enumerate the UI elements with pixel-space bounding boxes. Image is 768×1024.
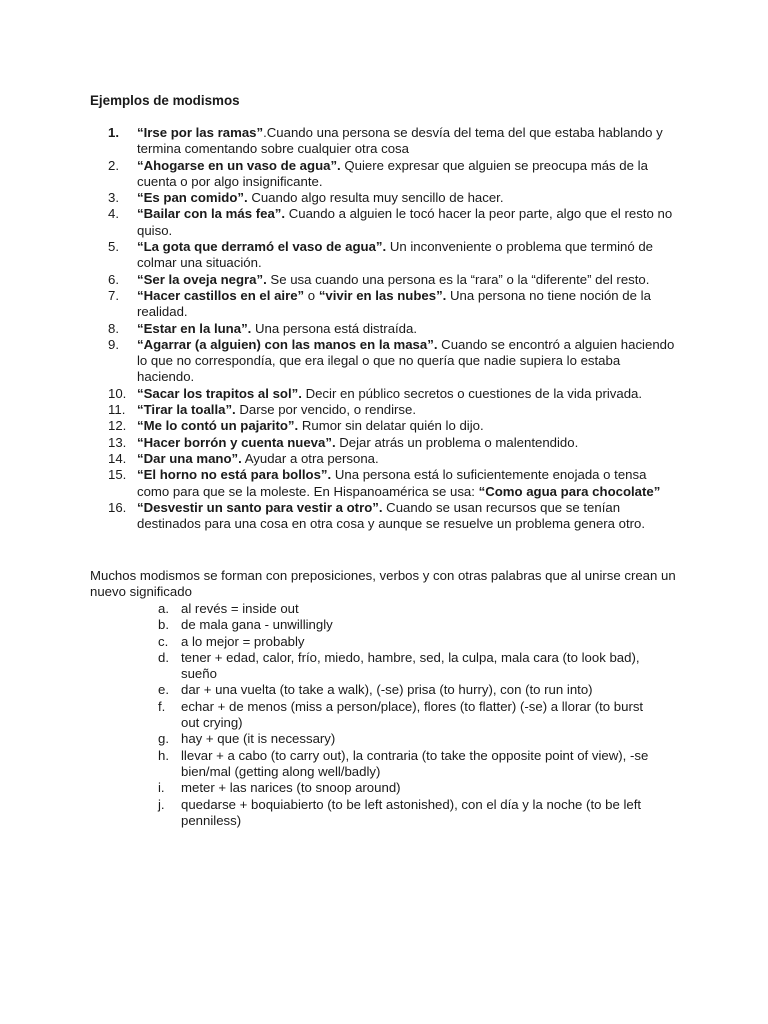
idiom-phrase: “Ser la oveja negra”. xyxy=(137,271,267,287)
idiom-item xyxy=(0,288,677,321)
idiom-phrase: “Bailar con la más fea”. xyxy=(137,206,286,222)
item-number: 1. xyxy=(108,125,119,140)
item-number: 3. xyxy=(108,190,119,206)
idiom-meaning: Rumor sin delatar quién lo dijo. xyxy=(298,418,484,434)
list-item xyxy=(0,748,651,781)
idiom-meaning: Se usa cuando una persona es la “rara” o la “diferente” del resto. xyxy=(266,271,650,287)
idiom-item xyxy=(0,402,677,418)
idiom-phrase: “Hacer borrón y cuenta nueva”. xyxy=(137,434,336,450)
idiom-item xyxy=(0,321,677,337)
idiom-phrase: “Irse por las ramas” xyxy=(137,125,264,140)
item-text: quedarse + boquiabierto (to be left astonished), con el día y la noche (to be left penniless) xyxy=(181,796,642,828)
idiom-connector: o xyxy=(304,287,319,303)
idiom-phrase: “Es pan comido”. xyxy=(137,190,248,206)
idiom-list xyxy=(0,125,768,532)
idiom-phrase: “Me lo contó un pajarito”. xyxy=(137,418,299,434)
idiom-item xyxy=(0,435,677,451)
idiom-item xyxy=(0,206,677,239)
item-number: 5. xyxy=(108,239,119,255)
idiom-meaning: Cuando a alguien le tocó hacer la peor parte, algo que el resto no quiso. xyxy=(137,206,673,238)
item-letter: e. xyxy=(158,682,169,698)
list-item xyxy=(0,682,651,698)
idiom-phrase-alt: “Como agua para chocolate” xyxy=(478,483,661,499)
item-text: al revés = inside out xyxy=(181,601,299,616)
idiom-item xyxy=(0,190,677,206)
item-letter: f. xyxy=(158,698,166,714)
idiom-item xyxy=(0,239,677,272)
idiom-phrase: “La gota que derramó el vaso de agua”. xyxy=(137,239,387,255)
item-letter: i. xyxy=(158,780,165,796)
item-number: 2. xyxy=(108,157,119,173)
idiom-phrase: “Tirar la toalla”. xyxy=(137,402,236,418)
idiom-meaning: Cuando se encontró a alguien haciendo lo que no correspondía, que era ilegal o que no quería que nadie supiera lo estaba haciendo. xyxy=(137,336,675,385)
idiom-meaning: Dejar atrás un problema o malentendido. xyxy=(335,434,579,450)
item-text: echar + de menos (miss a person/place), flores (to flatter) (-se) a llorar (to burst out crying) xyxy=(181,698,644,731)
idiom-item xyxy=(0,158,677,191)
list-item xyxy=(0,699,651,732)
item-number: 6. xyxy=(108,271,119,287)
list-item xyxy=(0,634,651,650)
idiom-meaning: Decir en público secretos o cuestiones de la vida privada. xyxy=(301,385,643,401)
idiom-meaning: Una persona está lo suficientemente enojada o tensa como para que se la moleste. En Hispanoamérica se usa: xyxy=(137,467,647,499)
idiom-item xyxy=(0,500,677,533)
item-letter: d. xyxy=(158,649,169,665)
idiom-item xyxy=(0,451,677,467)
list-item xyxy=(0,601,651,617)
idiom-phrase: “Agarrar (a alguien) con las manos en la masa”. xyxy=(137,336,438,352)
item-text: de mala gana - unwillingly xyxy=(181,617,333,633)
item-number: 11. xyxy=(108,402,126,418)
document-title: Ejemplos de modismos xyxy=(90,93,240,108)
item-number: 9. xyxy=(108,336,119,352)
item-text: hay + que (it is necessary) xyxy=(181,731,336,747)
list-item xyxy=(0,617,651,633)
idiom-item xyxy=(0,125,677,158)
idiom-meaning: Una persona no tiene noción de la realidad. xyxy=(137,287,651,320)
item-text: tener + edad, calor, frío, miedo, hambre, sed, la culpa, mala cara (to look bad), sueño xyxy=(181,649,640,682)
idiom-phrase: “Desvestir un santo para vestir a otro”. xyxy=(137,499,383,515)
item-number: 15. xyxy=(108,467,127,483)
idiom-item xyxy=(0,337,677,386)
item-number: 14. xyxy=(108,450,127,466)
idiom-phrase: “El horno no está para bollos”. xyxy=(137,467,332,483)
item-text: llevar + a cabo (to carry out), la contraria (to take the opposite point of view), -se bien/mal (getting along well/badly) xyxy=(181,747,649,779)
idiom-phrase: “Dar una mano”. xyxy=(137,450,242,466)
list-item xyxy=(0,780,651,796)
idiom-phrase-alt: “vivir en las nubes”. xyxy=(318,287,447,303)
idiom-phrase: “Ahogarse en un vaso de agua”. xyxy=(137,157,341,173)
item-letter: h. xyxy=(158,747,169,763)
idiom-item xyxy=(0,418,677,434)
idiom-item xyxy=(0,386,677,402)
item-number: 4. xyxy=(108,206,119,222)
list-item xyxy=(0,650,651,683)
item-number: 8. xyxy=(108,320,119,336)
list-item xyxy=(0,731,651,747)
item-number: 10. xyxy=(108,385,127,401)
item-letter: j. xyxy=(158,796,165,812)
item-letter: g. xyxy=(158,731,169,747)
item-number: 16. xyxy=(108,499,127,515)
item-letter: b. xyxy=(158,617,169,633)
item-letter: c. xyxy=(158,633,169,649)
idiom-meaning: Quiere expresar que alguien se preocupa más de la cuenta o por algo insignificante. xyxy=(137,157,648,189)
item-text: dar + una vuelta (to take a walk), (-se) prisa (to hurry), con (to run into) xyxy=(181,682,593,698)
item-text: meter + las narices (to snoop around) xyxy=(181,780,401,796)
idiom-meaning: Darse por vencido, o rendirse. xyxy=(235,402,417,418)
idiom-meaning: Cuando algo resulta muy sencillo de hacer. xyxy=(247,190,504,206)
item-letter: a. xyxy=(158,601,169,616)
item-text: a lo mejor = probably xyxy=(181,633,305,649)
item-number: 12. xyxy=(108,418,127,434)
lettered-list xyxy=(0,601,768,829)
idiom-item xyxy=(0,272,677,288)
idiom-phrase: “Estar en la luna”. xyxy=(137,320,252,336)
idiom-meaning: .Cuando una persona se desvía del tema del que estaba hablando y termina comentando sobre cualquier otra cosa xyxy=(137,125,663,157)
item-number: 13. xyxy=(108,434,127,450)
item-number: 7. xyxy=(108,287,119,303)
idiom-meaning: Cuando se usan recursos que se tenían destinados para una cosa en otra cosa y aunque se resuelve un problema genera otro. xyxy=(137,499,646,532)
idiom-meaning: Una persona está distraída. xyxy=(251,320,418,336)
list-item xyxy=(0,797,651,830)
idiom-phrase: “Sacar los trapitos al sol”. xyxy=(137,385,302,401)
idiom-meaning: Un inconveniente o problema que terminó de colmar una situación. xyxy=(137,239,654,271)
idiom-item xyxy=(0,467,677,500)
idiom-meaning: Ayudar a otra persona. xyxy=(241,450,379,466)
intro-paragraph: Muchos modismos se forman con preposiciones, verbos y con otras palabras que al unirse crean un nuevo significado xyxy=(90,568,676,600)
idiom-phrase: “Hacer castillos en el aire” xyxy=(137,287,305,303)
